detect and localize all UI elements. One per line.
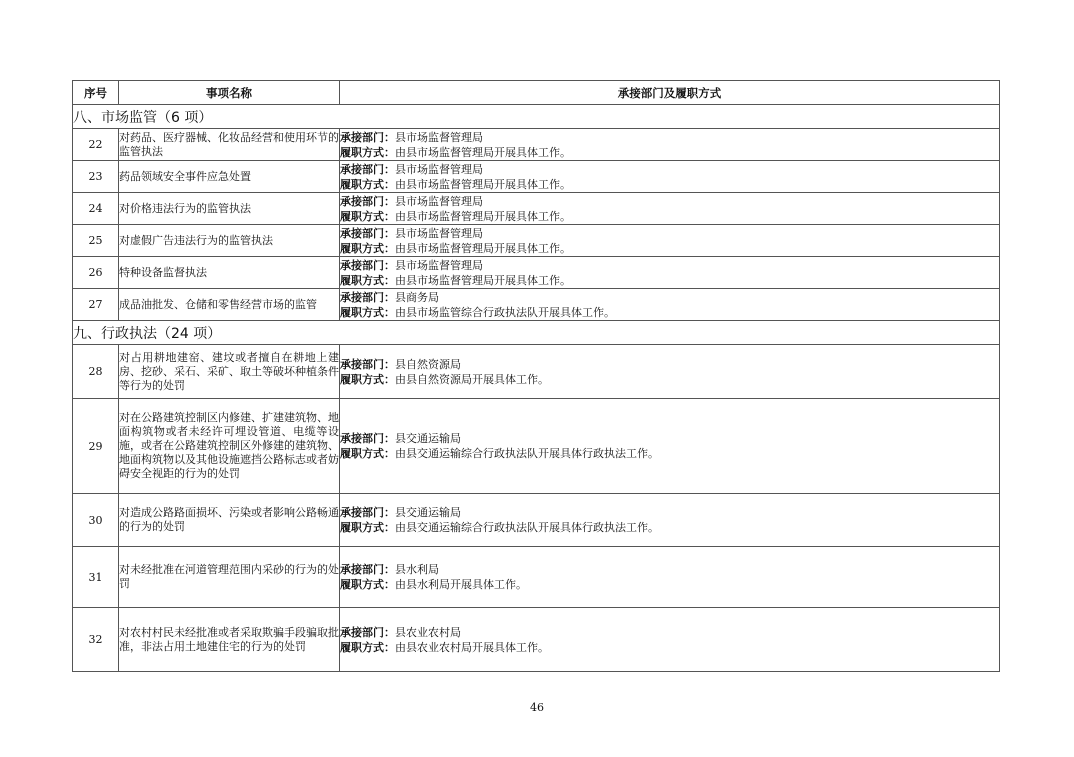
- table-row: [73, 289, 1000, 321]
- department-value: 县交通运输局: [395, 506, 461, 519]
- table-row: [73, 257, 1000, 289]
- method-line: [340, 520, 999, 535]
- department-label: 承接部门：: [340, 162, 395, 176]
- row-number: 24: [73, 193, 119, 225]
- row-number: 29: [73, 399, 119, 494]
- table-row: [73, 345, 1000, 399]
- table-row: [73, 129, 1000, 161]
- department-value: 县市场监督管理局: [395, 162, 483, 176]
- method-label: 履职方式：: [340, 177, 395, 191]
- method-line: [340, 372, 999, 387]
- row-number: 22: [73, 129, 119, 161]
- department-line: [340, 505, 999, 520]
- department-method-cell: [340, 129, 1000, 161]
- department-line: [340, 130, 999, 145]
- method-line: [340, 177, 999, 192]
- department-value: 县市场监督管理局: [395, 130, 483, 144]
- department-method-cell: [340, 225, 1000, 257]
- department-line: [340, 357, 999, 372]
- method-line: [340, 640, 999, 655]
- table-row: [73, 494, 1000, 547]
- method-value: 由县市场监督管理局开展具体工作。: [395, 145, 571, 159]
- department-method-cell: [340, 289, 1000, 321]
- item-name: 特种设备监督执法: [119, 257, 340, 289]
- department-method-cell: [340, 547, 1000, 608]
- department-value: 县市场监督管理局: [395, 258, 483, 272]
- department-method-cell: [340, 161, 1000, 193]
- department-value: 县市场监督管理局: [395, 226, 483, 240]
- method-line: [340, 145, 999, 160]
- method-value: 由县交通运输综合行政执法队开展具体行政执法工作。: [395, 521, 659, 534]
- department-method-cell: [340, 608, 1000, 672]
- method-label: 履职方式：: [340, 305, 395, 319]
- department-label: 承接部门：: [340, 194, 395, 208]
- method-line: [340, 241, 999, 256]
- department-label: 承接部门：: [340, 290, 395, 304]
- department-label: 承接部门：: [340, 258, 395, 272]
- method-line: [340, 209, 999, 224]
- department-method-cell: [340, 494, 1000, 547]
- item-name: 对未经批准在河道管理范围内采砂的行为的处罚: [119, 547, 340, 608]
- department-line: [340, 290, 999, 305]
- item-name: 对在公路建筑控制区内修建、扩建建筑物、地面构筑物或者未经许可埋设管道、电缆等设施，或者在公路建筑控制区外修建的建筑物、地面构筑物以及其他设施遮挡公路标志或者妨碍安全视距的行为的处罚: [119, 399, 340, 494]
- department-line: [340, 194, 999, 209]
- method-value: 由县交通运输综合行政执法队开展具体行政执法工作。: [395, 447, 659, 460]
- services-table: [72, 80, 1000, 672]
- department-value: 县自然资源局: [395, 357, 461, 371]
- method-label: 履职方式：: [340, 578, 395, 591]
- department-line: [340, 162, 999, 177]
- method-value: 由县市场监督管理局开展具体工作。: [395, 177, 571, 191]
- department-value: 县商务局: [395, 290, 439, 304]
- method-value: 由县市场监督管理局开展具体工作。: [395, 241, 571, 255]
- method-line: [340, 577, 999, 592]
- section-row: [73, 321, 1000, 345]
- method-line: [340, 273, 999, 288]
- header-serial: 序号: [73, 81, 119, 105]
- department-value: 县农业农村局: [395, 625, 461, 639]
- table-body: [73, 105, 1000, 672]
- department-method-cell: [340, 257, 1000, 289]
- item-name: 对药品、医疗器械、化妆品经营和使用环节的监管执法: [119, 129, 340, 161]
- method-value: 由县水利局开展具体工作。: [395, 578, 527, 591]
- department-line: [340, 431, 999, 446]
- method-value: 由县市场监管综合行政执法队开展具体工作。: [395, 305, 615, 319]
- table-row: [73, 399, 1000, 494]
- header-row: [73, 81, 1000, 105]
- row-number: 27: [73, 289, 119, 321]
- department-line: [340, 226, 999, 241]
- method-label: 履职方式：: [340, 241, 395, 255]
- department-label: 承接部门：: [340, 357, 395, 371]
- row-number: 30: [73, 494, 119, 547]
- method-value: 由县自然资源局开展具体工作。: [395, 372, 549, 386]
- method-label: 履职方式：: [340, 145, 395, 159]
- department-value: 县水利局: [395, 563, 439, 576]
- department-line: [340, 258, 999, 273]
- table-row: [73, 161, 1000, 193]
- department-label: 承接部门：: [340, 563, 395, 576]
- method-line: [340, 305, 999, 320]
- department-method-cell: [340, 345, 1000, 399]
- row-number: 31: [73, 547, 119, 608]
- item-name: 成品油批发、仓储和零售经营市场的监管: [119, 289, 340, 321]
- method-label: 履职方式：: [340, 209, 395, 223]
- item-name: 药品领域安全事件应急处置: [119, 161, 340, 193]
- section-title: 八、市场监管（6 项）: [73, 105, 1000, 129]
- header-department-method: 承接部门及履职方式: [340, 81, 1000, 105]
- table-row: [73, 547, 1000, 608]
- department-line: [340, 625, 999, 640]
- section-row: [73, 105, 1000, 129]
- table-row: [73, 608, 1000, 672]
- page-number: 46: [530, 701, 544, 714]
- table-row: [73, 225, 1000, 257]
- item-name: 对造成公路路面损坏、污染或者影响公路畅通的行为的处罚: [119, 494, 340, 547]
- method-label: 履职方式：: [340, 521, 395, 534]
- department-label: 承接部门：: [340, 130, 395, 144]
- row-number: 23: [73, 161, 119, 193]
- item-name: 对虚假广告违法行为的监管执法: [119, 225, 340, 257]
- method-value: 由县农业农村局开展具体工作。: [395, 640, 549, 654]
- row-number: 26: [73, 257, 119, 289]
- department-method-cell: [340, 193, 1000, 225]
- row-number: 32: [73, 608, 119, 672]
- department-label: 承接部门：: [340, 432, 395, 445]
- method-label: 履职方式：: [340, 372, 395, 386]
- header-item-name: 事项名称: [119, 81, 340, 105]
- method-value: 由县市场监督管理局开展具体工作。: [395, 273, 571, 287]
- item-name: 对占用耕地建窑、建坟或者擅自在耕地上建房、挖砂、采石、采矿、取土等破坏种植条件等行为的处罚: [119, 345, 340, 399]
- item-name: 对农村村民未经批准或者采取欺骗手段骗取批准，非法占用土地建住宅的行为的处罚: [119, 608, 340, 672]
- department-label: 承接部门：: [340, 226, 395, 240]
- method-label: 履职方式：: [340, 273, 395, 287]
- row-number: 28: [73, 345, 119, 399]
- department-label: 承接部门：: [340, 625, 395, 639]
- item-name: 对价格违法行为的监管执法: [119, 193, 340, 225]
- method-label: 履职方式：: [340, 640, 395, 654]
- method-line: [340, 446, 999, 461]
- department-method-cell: [340, 399, 1000, 494]
- method-label: 履职方式：: [340, 447, 395, 460]
- row-number: 25: [73, 225, 119, 257]
- method-value: 由县市场监督管理局开展具体工作。: [395, 209, 571, 223]
- department-value: 县交通运输局: [395, 432, 461, 445]
- department-label: 承接部门：: [340, 506, 395, 519]
- department-value: 县市场监督管理局: [395, 194, 483, 208]
- table-row: [73, 193, 1000, 225]
- department-line: [340, 562, 999, 577]
- section-title: 九、行政执法（24 项）: [73, 321, 1000, 345]
